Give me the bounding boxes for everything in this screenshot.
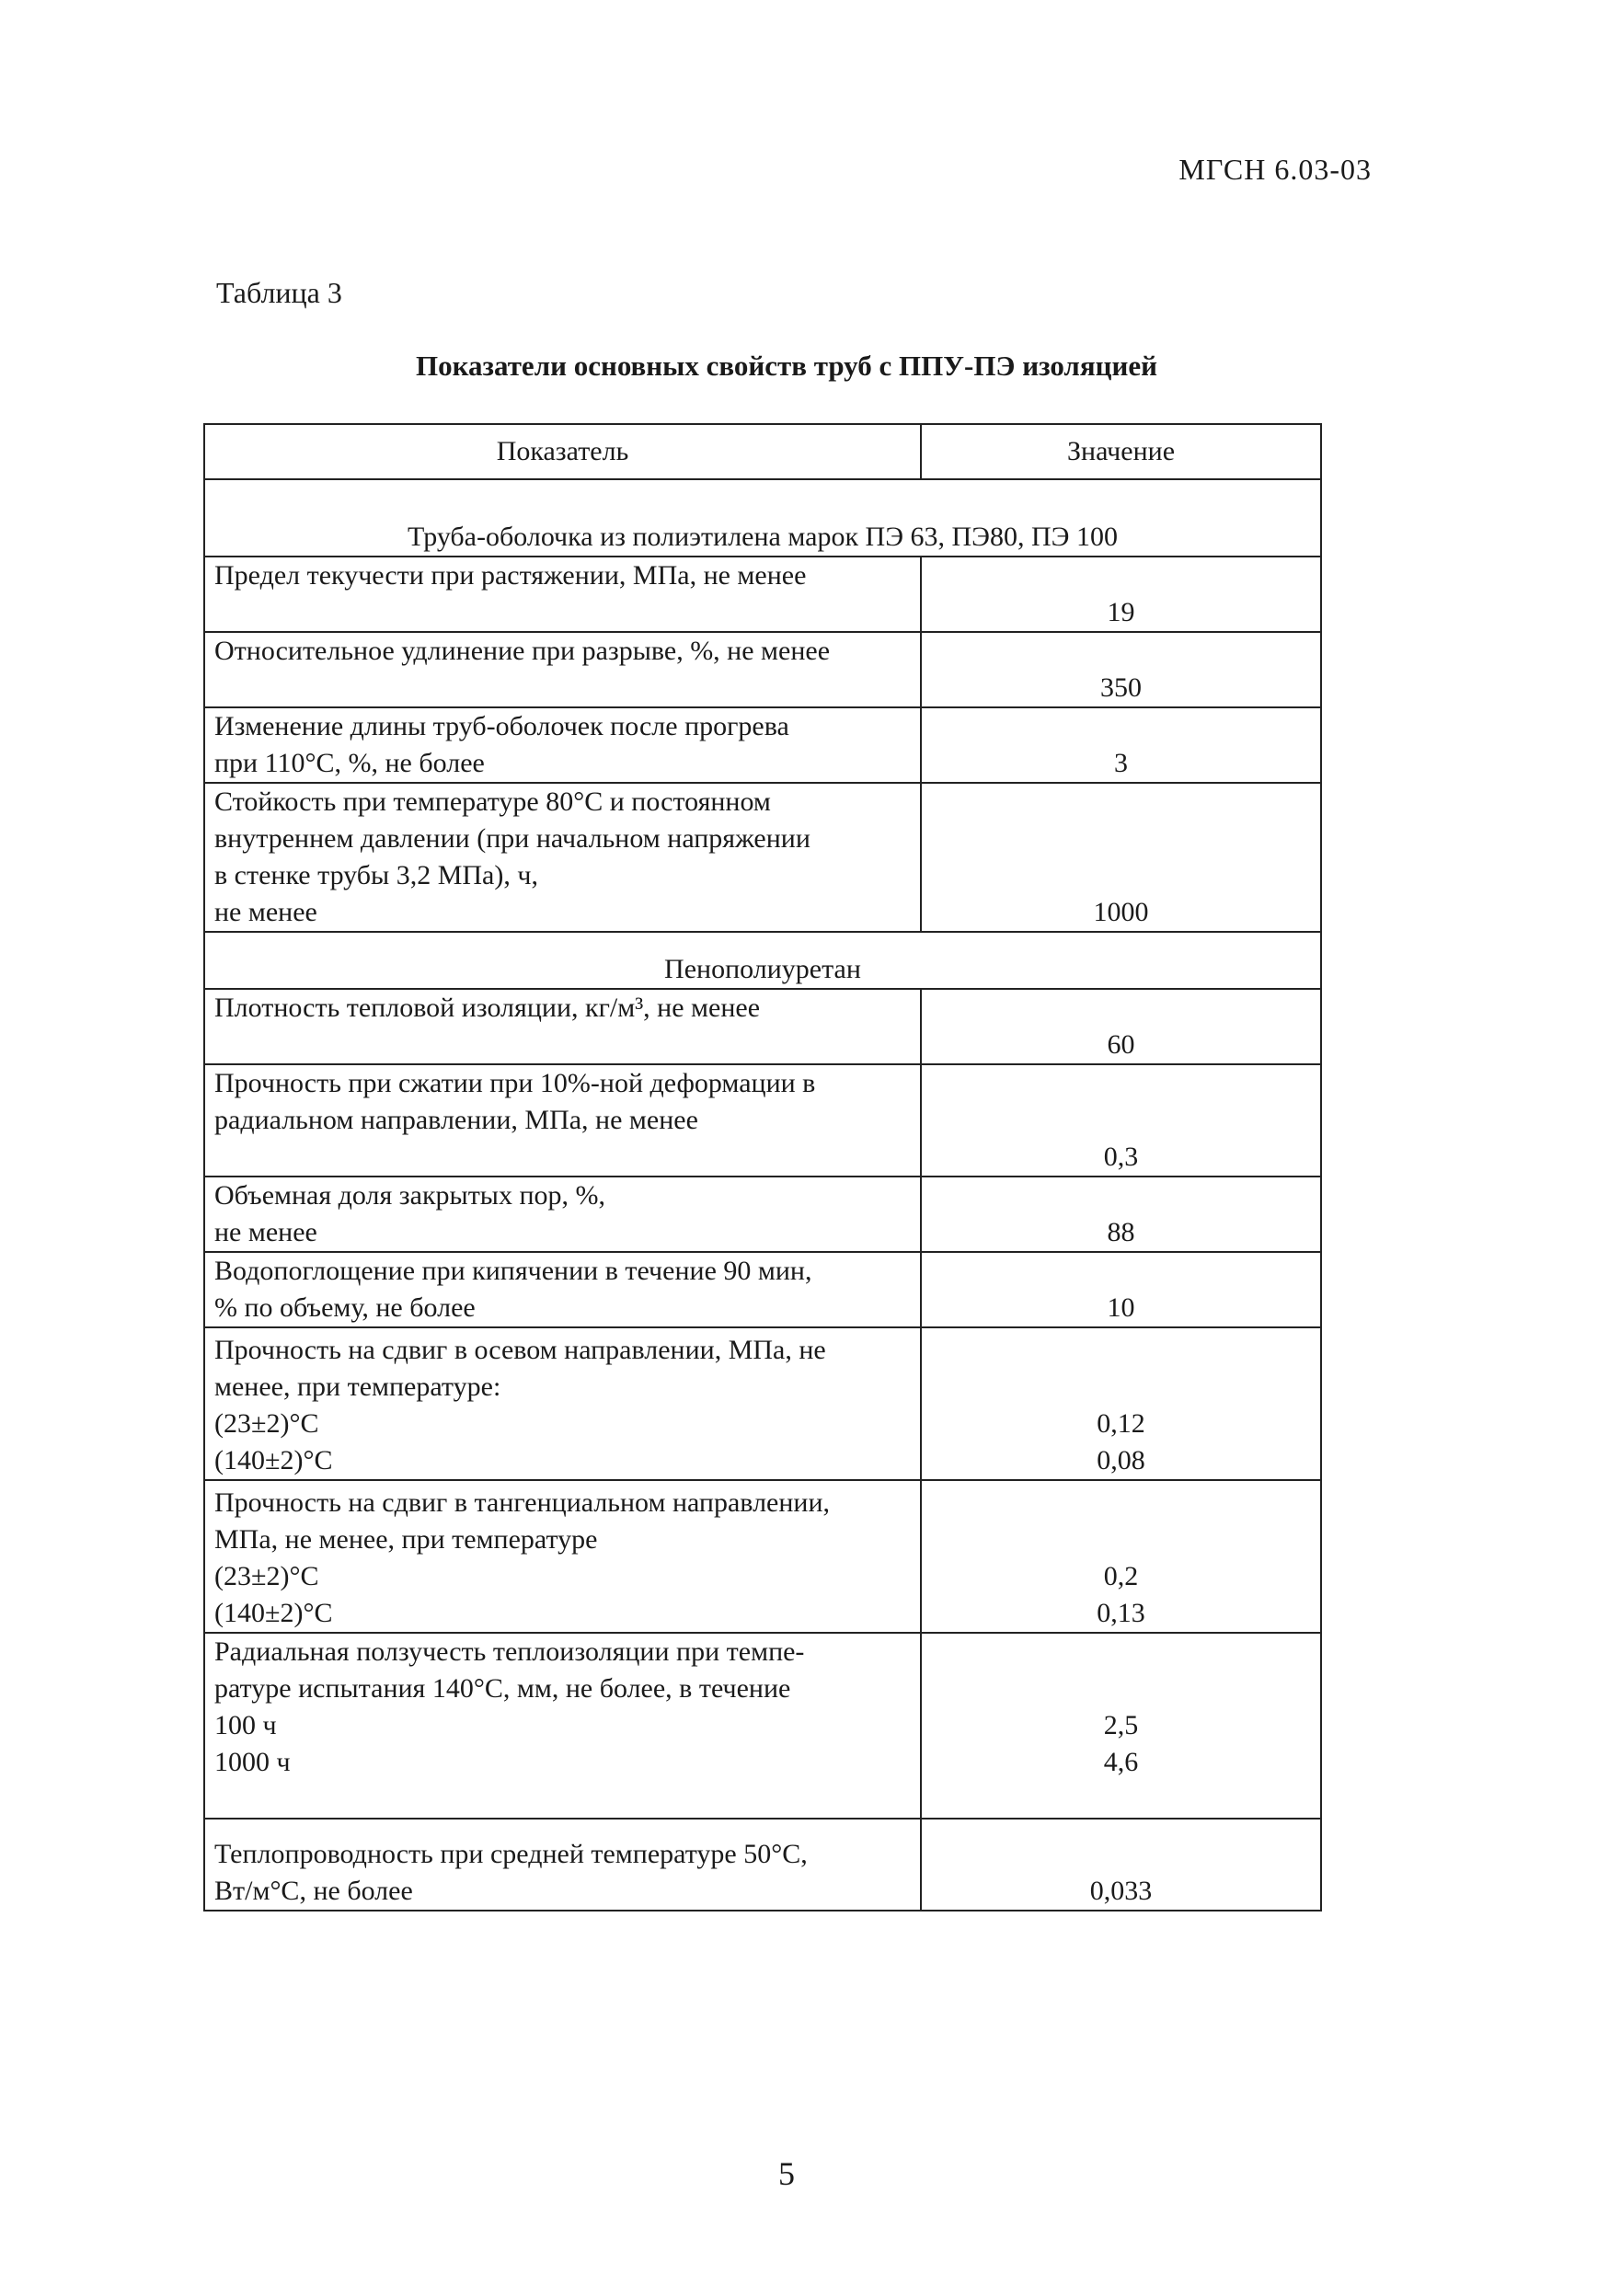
indicator-line: Вт/м°С, не более [214,1876,413,1906]
value-cell [921,783,1321,932]
value-line: 3 [1114,748,1128,778]
indicator-line: Водопоглощение при кипячении в течение 90 мин, [214,1256,812,1286]
page-number: 5 [778,2155,795,2192]
value-line: 0,2 [1103,1561,1139,1591]
indicator-line: ратуре испытания 140°С, мм, не более, в течение [214,1673,791,1704]
table-row [204,1177,1321,1252]
value-line: 0,08 [1097,1445,1145,1475]
value-line: 10 [1107,1292,1135,1323]
table-row [204,783,1321,932]
indicator-line: Относительное удлинение при разрыве, %, не менее [214,636,831,666]
indicator-line: 100 ч [214,1710,277,1740]
value-line [931,1781,1311,1818]
indicator-line: при 110°С, %, не более [214,748,485,778]
indicator-line: (140±2)°С [214,1598,333,1628]
value-line: 19 [1107,597,1135,627]
table-row [204,1064,1321,1177]
properties-table [203,423,1322,1911]
indicator-line: МПа, не менее, при температуре [214,1524,598,1555]
indicator-line: 1000 ч [214,1747,291,1777]
value-cell [921,1819,1321,1911]
value-cell [921,707,1321,783]
table-header-row [204,424,1321,479]
indicator-cell [204,989,921,1064]
value-cell [921,632,1321,707]
value-line: 1000 [1093,897,1149,927]
table-title: Показатели основных свойств труб с ППУ-ПЭ изоляцией [416,350,1157,382]
indicator-line: Радиальная ползучесть теплоизоляции при темпе- [214,1636,805,1667]
document-code: МГСН 6.03-03 [1178,153,1372,186]
value-cell [921,1064,1321,1177]
indicator-line: Предел текучести при растяжении, МПа, не менее [214,560,807,591]
value-line: 0,12 [1097,1408,1145,1439]
value-line: 2,5 [1103,1710,1139,1740]
indicator-line: Прочность при сжатии при 10%-ной деформации в [214,1068,816,1098]
indicator-cell [204,1327,921,1480]
value-cell [921,1177,1321,1252]
indicator-line: Прочность на сдвиг в тангенциальном направлении, [214,1487,831,1518]
table-row [204,707,1321,783]
value-cell [921,989,1321,1064]
section-row [204,932,1321,989]
indicator-line: (23±2)°С [214,1561,319,1591]
column-header-value: Значение [921,424,1321,479]
table-row [204,989,1321,1064]
value-cell [921,1633,1321,1819]
indicator-line: внутреннем давлении (при начальном напряжении [214,823,810,854]
indicator-line: Плотность тепловой изоляции, кг/м³, не менее [214,993,761,1023]
table-label: Таблица 3 [216,276,342,309]
table-body [204,479,1321,1911]
value-line: 0,13 [1097,1598,1145,1628]
table-row [204,557,1321,632]
indicator-cell [204,783,921,932]
value-cell [921,1327,1321,1480]
table-row [204,1480,1321,1633]
table-row [204,1633,1321,1819]
indicator-line [214,1027,911,1063]
value-cell [921,1480,1321,1633]
value-line: 350 [1100,672,1142,703]
indicator-line [214,1781,911,1818]
indicator-line: (140±2)°С [214,1445,333,1475]
value-line: 88 [1107,1217,1135,1247]
indicator-line: радиальном направлении, МПа, не менее [214,1105,698,1135]
indicator-line: Объемная доля закрытых пор, %, [214,1180,606,1211]
indicator-line: % по объему, не более [214,1292,476,1323]
value-line: 0,033 [1089,1876,1153,1906]
indicator-line [214,1139,911,1176]
value-line: 0,3 [1103,1142,1139,1172]
indicator-line: Стойкость при температуре 80°С и постоянном [214,786,771,817]
indicator-line: менее, при температуре: [214,1372,501,1402]
indicator-line: в стенке трубы 3,2 МПа), ч, [214,860,538,890]
indicator-line: Изменение длины труб-оболочек после прогрева [214,711,789,741]
indicator-cell [204,707,921,783]
table-row [204,1819,1321,1911]
indicator-line: не менее [214,1217,317,1247]
indicator-line [214,594,911,631]
table-row [204,632,1321,707]
indicator-line: (23±2)°С [214,1408,319,1439]
section-row [204,479,1321,557]
column-header-indicator: Показатель [204,424,921,479]
value-cell [921,557,1321,632]
value-line: 4,6 [1103,1747,1139,1777]
indicator-cell [204,1819,921,1911]
indicator-cell [204,557,921,632]
indicator-cell [204,1177,921,1252]
section-title: Пенополиуретан [204,932,1321,989]
indicator-line [214,670,911,706]
table-row [204,1252,1321,1327]
section-title: Труба-оболочка из полиэтилена марок ПЭ 63, ПЭ80, ПЭ 100 [204,479,1321,557]
indicator-cell [204,632,921,707]
indicator-cell [204,1064,921,1177]
indicator-line: Теплопроводность при средней температуре 50°С, [214,1839,808,1869]
indicator-cell [204,1480,921,1633]
indicator-line: не менее [214,897,317,927]
value-line: 60 [1107,1029,1135,1060]
indicator-line: Прочность на сдвиг в осевом направлении, МПа, не [214,1335,826,1365]
indicator-cell [204,1252,921,1327]
value-cell [921,1252,1321,1327]
indicator-cell [204,1633,921,1819]
table-row [204,1327,1321,1480]
